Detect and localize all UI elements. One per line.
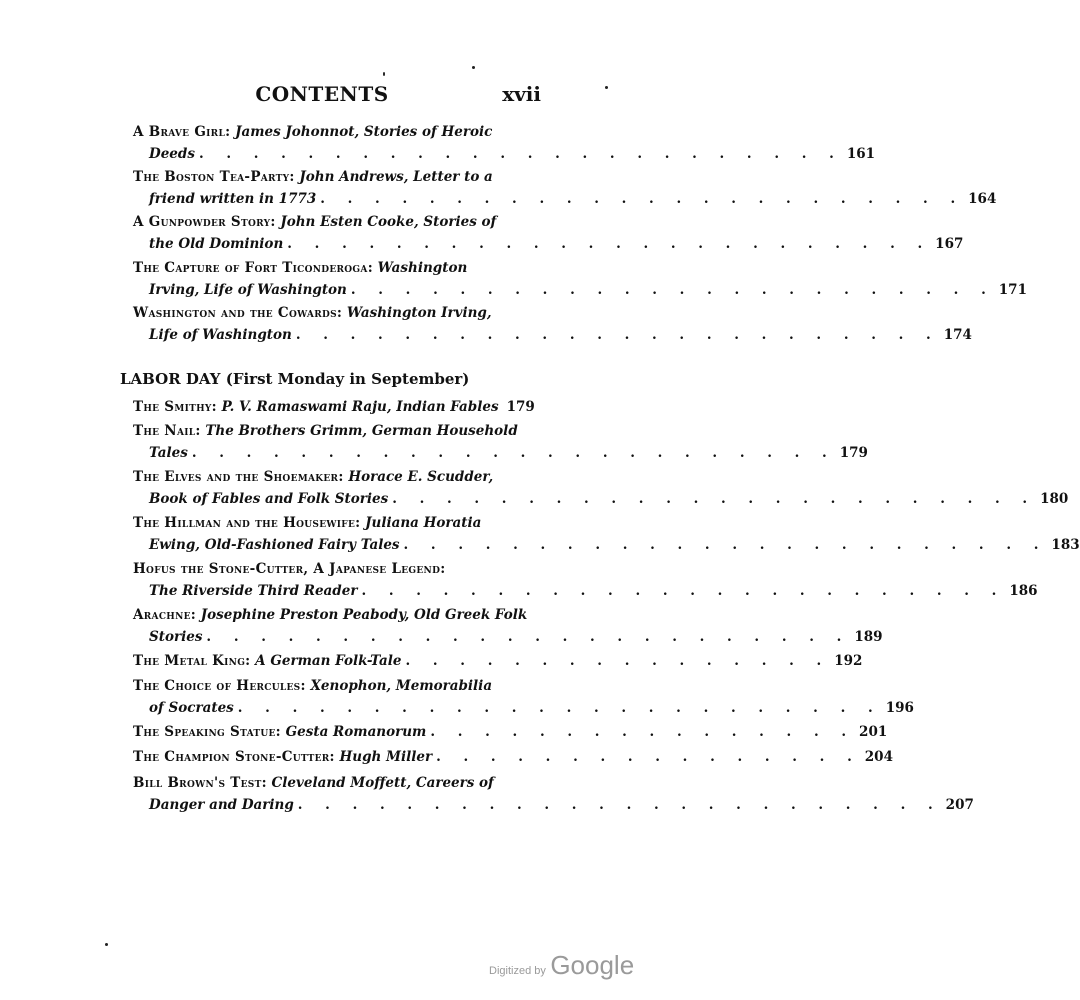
entry-source-cont: Book of Fables and Folk Stories (149, 491, 389, 507)
dot-leader: . . . . . . . . . . . . . . . . . . . . . . . . (191, 445, 836, 461)
dot-leader: . . . . . . . . . . . . . . . . . . . . . . . . (297, 797, 942, 813)
page-number: 174 (943, 327, 972, 343)
entry-title: The Nail: (133, 423, 201, 439)
dot-leader: . . . . . . . . . . . . . . . . . . . . . . . . (361, 583, 1006, 599)
entry-source: A German Folk-Tale (250, 653, 402, 669)
entry-source: Washington Irving, (342, 305, 492, 321)
entry-source-cont: Danger and Daring (149, 797, 294, 813)
entry-source-cont: The Riverside Third Reader (149, 583, 358, 599)
toc-entry (133, 746, 893, 768)
entry-source: The Brothers Grimm, German Household (200, 423, 518, 439)
entry-source-cont: Deeds (149, 146, 195, 162)
ink-speck (472, 66, 475, 69)
toc-entry (133, 675, 914, 719)
entry-source-cont: Ewing, Old-Fashioned Fairy Tales (149, 537, 400, 553)
dot-leader: . . . . . . . . . . . . . . . . . . . . . . . . (403, 537, 1048, 553)
entry-title: The Champion Stone-Cutter: (133, 749, 335, 765)
page-number: 196 (885, 700, 914, 716)
dot-leader: . . . . . . . . . . . . . . . . . . . . . . . . (350, 282, 995, 298)
toc-entry (133, 121, 876, 165)
page-number: 204 (864, 749, 893, 765)
watermark-prefix: Digitized by (489, 965, 546, 977)
entry-title: Washington and the Cowards: (133, 305, 343, 321)
ink-speck (105, 943, 108, 946)
entry-title: Bill Brown's Test: (133, 775, 267, 791)
section-heading: LABOR DAY (First Monday in September) (120, 370, 470, 388)
entry-title: The Speaking Statue: (133, 724, 281, 740)
entry-source: Juliana Horatia (360, 515, 482, 531)
ink-speck (605, 86, 608, 89)
entry-source: Xenophon, Memorabilia (305, 678, 493, 694)
entry-title: Arachne: (133, 607, 197, 623)
dot-leader: . . . . . . . . . . . . . . . . (436, 749, 861, 765)
dot-leader: . . . . . . . . . . . . . . . . . . . . . . . . (320, 191, 965, 207)
ink-speck (383, 72, 385, 76)
entry-title: The Hillman and the Housewife: (133, 515, 361, 531)
toc-entry (133, 466, 1069, 510)
entry-source-cont: of Socrates (149, 700, 234, 716)
page-number: 192 (834, 653, 863, 669)
page-number: 179 (839, 445, 868, 461)
entry-source-cont: Irving, Life of Washington (149, 282, 347, 298)
entry-title: The Boston Tea-Party: (133, 169, 295, 185)
entry-source: Cleveland Moffett, Careers of (266, 775, 494, 791)
dot-leader: . . . . . . . . . . . . . . . . . . . . . . . . (287, 236, 932, 252)
entry-title: The Metal King: (133, 653, 251, 669)
dot-leader: . . . . . . . . . . . . . . . . . . . . . . . . (237, 700, 882, 716)
digitized-watermark (489, 950, 634, 981)
entry-title: The Elves and the Shoemaker: (133, 469, 344, 485)
page-number: 180 (1040, 491, 1069, 507)
entry-source: Gesta Romanorum (280, 724, 427, 740)
entry-source: Washington (372, 260, 468, 276)
entry-title: The Smithy: (133, 399, 217, 415)
entry-source-cont: Tales (149, 445, 188, 461)
page-number: 164 (968, 191, 997, 207)
dot-leader: . . . . . . . . . . . . . . . . . . . . . . . . (198, 146, 843, 162)
page-number: 171 (998, 282, 1027, 298)
dot-leader: . . . . . . . . . . . . . . . . . . . . . . . . (295, 327, 940, 343)
toc-entry (133, 650, 863, 672)
entry-title: The Capture of Fort Ticonderoga: (133, 260, 373, 276)
dot-leader: . . . . . . . . . . . . . . . . . . . . . . . . (206, 629, 851, 645)
entry-title: Hofus the Stone-Cutter, A Japanese Legend: (133, 561, 446, 577)
entry-title: A Brave Girl: (133, 124, 231, 140)
entry-source-cont: Life of Washington (149, 327, 292, 343)
entry-source: P. V. Ramaswami Raju, Indian Fables (216, 399, 499, 415)
dot-leader: . . . . . . . . . . . . . . . . (405, 653, 831, 669)
toc-entry (133, 512, 1080, 556)
entry-source-cont: the Old Dominion (149, 236, 284, 252)
entry-source: Hugh Miller (334, 749, 433, 765)
toc-entry (133, 772, 974, 816)
page-number: 161 (846, 146, 876, 162)
page-title: CONTENTS (255, 82, 389, 106)
page-number: 186 (1009, 583, 1038, 599)
entry-source: John Esten Cooke, Stories of (275, 214, 497, 230)
page-number: 179 (506, 399, 535, 415)
page-folio: xvii (502, 82, 541, 106)
entry-source: James Johonnot, Stories of Heroic (230, 124, 493, 140)
page-number: 183 (1051, 537, 1080, 553)
entry-title: A Gunpowder Story: (133, 214, 276, 230)
page-header (133, 82, 541, 112)
page-number: 201 (859, 724, 888, 740)
dot-leader: . . . . . . . . . . . . . . . . (430, 724, 856, 740)
entry-source: Josephine Preston Peabody, Old Greek Folk (196, 607, 528, 623)
toc-entry (133, 302, 972, 346)
toc-entry (133, 604, 883, 648)
entry-source-cont: friend written in 1773 (149, 191, 317, 207)
toc-entry (133, 257, 1027, 301)
page-number: 167 (935, 236, 964, 252)
toc-entry (133, 211, 964, 255)
page-number: 189 (854, 629, 883, 645)
toc-entry (133, 166, 997, 210)
entry-title: The Choice of Hercules: (133, 678, 306, 694)
dot-leader: . . . . . . . . . . . . . . . . . . . . . . . . (392, 491, 1037, 507)
page-number: 207 (945, 797, 974, 813)
google-logo: Google (550, 950, 635, 980)
toc-entry (133, 396, 535, 418)
entry-source: John Andrews, Letter to a (294, 169, 493, 185)
toc-entry (133, 721, 888, 743)
entry-source-cont: Stories (149, 629, 203, 645)
toc-entry (133, 558, 1038, 602)
toc-entry (133, 420, 868, 464)
entry-source: Horace E. Scudder, (343, 469, 494, 485)
